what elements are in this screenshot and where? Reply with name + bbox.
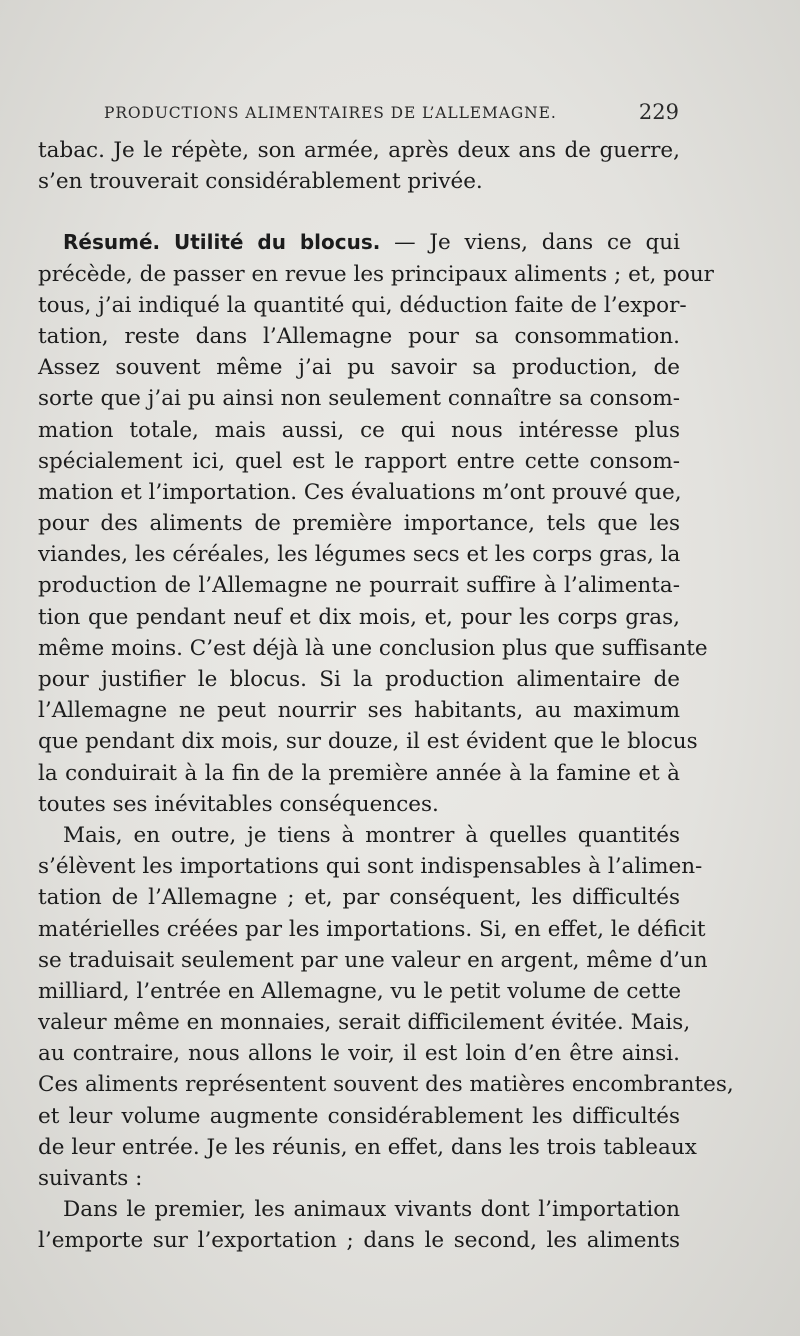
text-line: Assez souvent même j’ai pu savoir sa production, de bbox=[38, 355, 680, 381]
text-line: matérielles créées par les importations. Si, en effet, le déficit bbox=[38, 916, 706, 942]
text-line: la conduirait à la fin de la première année à la famine et à bbox=[38, 760, 680, 786]
paragraph-continuation bbox=[38, 135, 680, 197]
text-line: Dans le premier, les animaux vivants dont l’importation bbox=[63, 1197, 680, 1223]
text-line: production de l’Allemagne ne pourrait suffire à l’alimenta- bbox=[38, 573, 680, 599]
section-gap bbox=[38, 197, 680, 227]
text-line: s’élèvent les importations qui sont indispensables à l’alimen- bbox=[38, 854, 703, 880]
text-line: l’Allemagne ne peut nourrir ses habitants, au maximum bbox=[38, 698, 680, 724]
text-line: tation, reste dans l’Allemagne pour sa consommation. bbox=[38, 323, 680, 349]
text-line: même moins. C’est déjà là une conclusion plus que suffisante bbox=[38, 635, 708, 661]
text-line: tabac. Je le répète, son armée, après deux ans de guerre, bbox=[38, 138, 680, 163]
text-line: de leur entrée. Je les réunis, en effet, dans les trois tableaux bbox=[38, 1134, 697, 1160]
section-first-line-text: — Je viens, dans ce qui bbox=[394, 230, 680, 256]
text-line: Mais, en outre, je tiens à montrer à quelles quantités bbox=[63, 822, 680, 848]
paragraph bbox=[38, 1194, 680, 1256]
section-first-line bbox=[38, 227, 680, 258]
text-line: l’emporte sur l’exportation ; dans le second, les aliments bbox=[38, 1228, 680, 1254]
text-line: tion que pendant neuf et dix mois, et, pour les corps gras, bbox=[38, 604, 680, 630]
page-number: 229 bbox=[638, 100, 679, 124]
text-line: s’en trouverait considérablement privée. bbox=[38, 169, 483, 195]
text-line: mation totale, mais aussi, ce qui nous intéresse plus bbox=[38, 417, 680, 443]
running-title: PRODUCTIONS ALIMENTAIRES DE L’ALLEMAGNE. bbox=[104, 104, 557, 122]
text-line: précède, de passer en revue les principaux aliments ; et, pour bbox=[38, 261, 714, 287]
text-line: mation et l’importation. Ces évaluations m’ont prouvé que, bbox=[38, 479, 682, 505]
text-line: valeur même en monnaies, serait difficilement évitée. Mais, bbox=[38, 1010, 691, 1036]
text-line: suivants : bbox=[38, 1166, 143, 1191]
text-line: viandes, les céréales, les légumes secs et les corps gras, la bbox=[38, 542, 681, 568]
text-line: toutes ses inévitables conséquences. bbox=[38, 791, 439, 817]
text-line: pour des aliments de première importance, tels que les bbox=[38, 511, 680, 537]
text-line: spécialement ici, quel est le rapport entre cette consom- bbox=[38, 448, 680, 474]
text-line: tous, j’ai indiqué la quantité qui, déduction faite de l’expor- bbox=[38, 292, 687, 318]
running-head bbox=[104, 100, 679, 130]
text-line: se traduisait seulement par une valeur en argent, même d’un bbox=[38, 947, 708, 973]
text-line: Ces aliments représentent souvent des matières encombrantes, bbox=[38, 1072, 734, 1098]
text-line: au contraire, nous allons le voir, il est loin d’en être ainsi. bbox=[38, 1041, 680, 1067]
text-line: que pendant dix mois, sur douze, il est évident que le blocus bbox=[38, 729, 698, 755]
section-heading: Résumé. Utilité du blocus. bbox=[63, 230, 381, 255]
text-line: milliard, l’entrée en Allemagne, vu le petit volume de cette bbox=[38, 978, 682, 1004]
text-line: sorte que j’ai pu ainsi non seulement connaître sa consom- bbox=[38, 386, 680, 412]
text-line: et leur volume augmente considérablement les difficultés bbox=[38, 1103, 680, 1129]
text-line: pour justifier le blocus. Si la production alimentaire de bbox=[38, 667, 680, 692]
section-resume bbox=[38, 227, 714, 820]
paragraph bbox=[38, 820, 734, 1194]
body-text bbox=[38, 135, 734, 1257]
text-line: tation de l’Allemagne ; et, par conséquent, les difficultés bbox=[38, 885, 680, 911]
